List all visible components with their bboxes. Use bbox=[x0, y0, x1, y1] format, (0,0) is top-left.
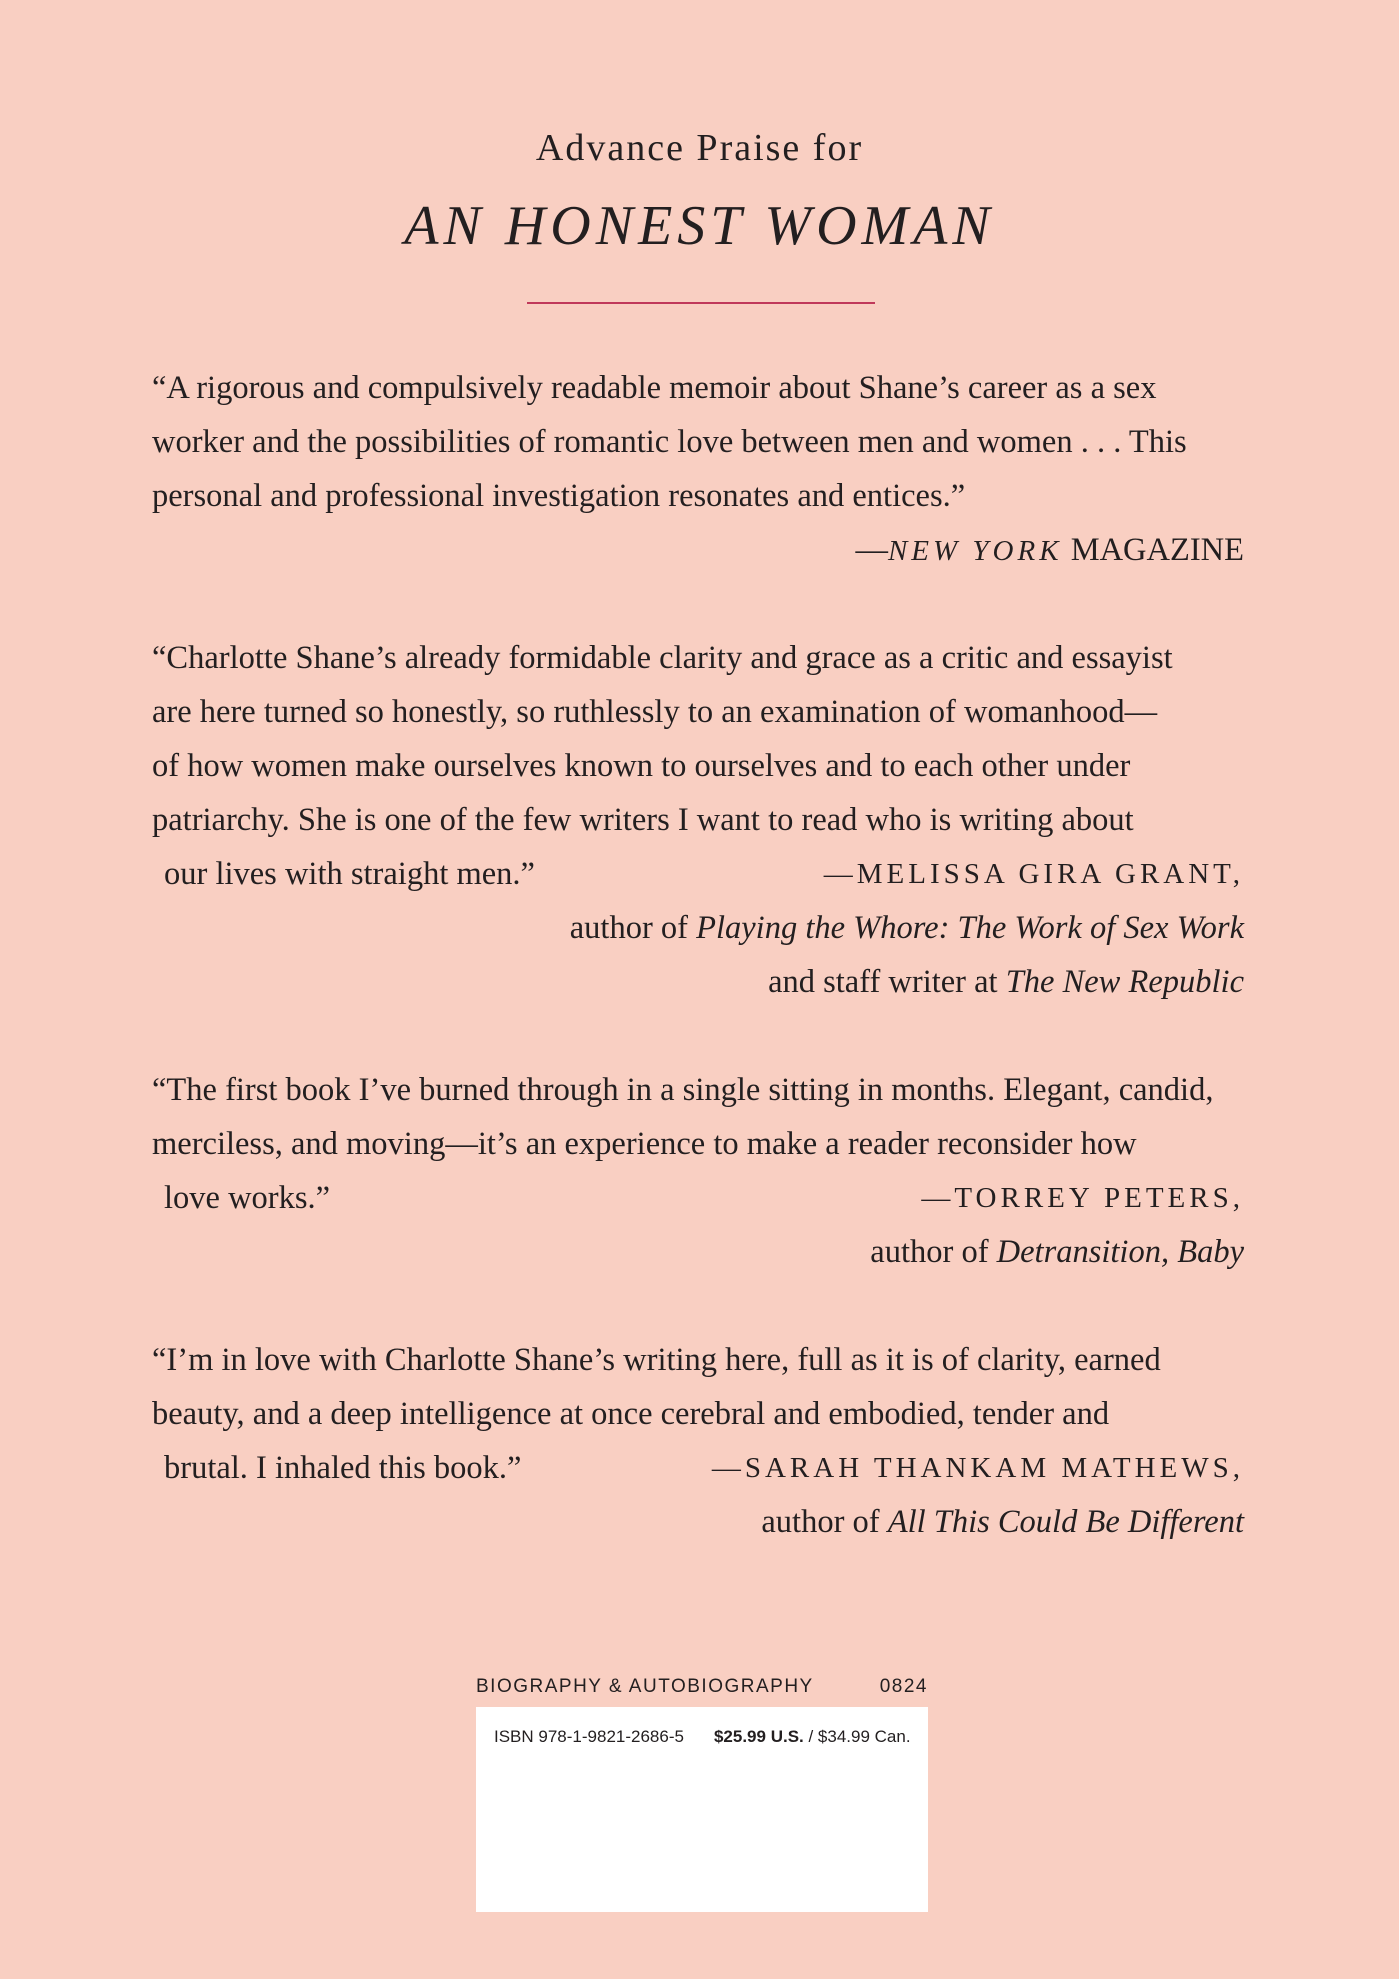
isbn-number: ISBN 978-1-9821-2686-5 bbox=[494, 1727, 684, 1746]
quote-line: “I’m in love with Charlotte Shane’s writing here, full as it is of clarity, earned bbox=[152, 1342, 1161, 1378]
credit-title: Detransition, Baby bbox=[996, 1234, 1244, 1270]
quote-last-row bbox=[152, 1441, 1244, 1495]
quote-line: “Charlotte Shane’s already formidable clarity and grace as a critic and essayist bbox=[152, 640, 1173, 676]
quote-line: our lives with straight men.” bbox=[164, 856, 535, 892]
header bbox=[0, 120, 1399, 264]
barcode-box bbox=[476, 1707, 928, 1912]
price-can: $34.99 Can. bbox=[817, 1727, 911, 1746]
quote-line: of how women make ourselves known to ourselves and to each other under bbox=[152, 748, 1131, 784]
blurb-source-name: —SARAH THANKAM MATHEWS, bbox=[711, 1452, 1244, 1484]
quote-line: “The first book I’ve burned through in a single sitting in months. Elegant, candid, bbox=[152, 1072, 1214, 1108]
source-dash: — bbox=[855, 532, 888, 568]
blurb-credit bbox=[152, 901, 1244, 955]
blurb-source-name: —MELISSA GIRA GRANT, bbox=[823, 858, 1244, 890]
blurb-sarah-thankam-mathews bbox=[152, 1333, 1244, 1549]
book-title: AN HONEST WOMAN bbox=[404, 195, 995, 257]
source-publication-suffix: MAGAZINE bbox=[1062, 532, 1244, 568]
credit-prefix: author of bbox=[569, 910, 697, 946]
blurb-credit bbox=[152, 955, 1244, 1009]
quote-line: patriarchy. She is one of the few writers I want to read who is writing about bbox=[152, 802, 1134, 838]
quote-last-row bbox=[152, 1171, 1244, 1225]
quote-line: are here turned so honestly, so ruthlessly to an examination of womanhood— bbox=[152, 694, 1158, 730]
quote-line: merciless, and moving—it’s an experience to make a reader reconsider how bbox=[152, 1126, 1137, 1162]
credit-title: The New Republic bbox=[1005, 964, 1244, 1000]
price-us: $25.99 U.S. bbox=[713, 1727, 804, 1746]
credit-prefix: and staff writer at bbox=[768, 964, 1006, 1000]
blurb-torrey-peters bbox=[152, 1063, 1244, 1279]
quote-line: “A rigorous and compulsively readable memoir about Shane’s career as a sex bbox=[152, 370, 1157, 406]
credit-title: Playing the Whore: The Work of Sex Work bbox=[696, 910, 1244, 946]
quote-line: personal and professional investigation resonates and entices.” bbox=[152, 478, 966, 514]
credit-prefix: author of bbox=[761, 1504, 888, 1540]
barcode-label bbox=[476, 1676, 928, 1698]
quote-line: beauty, and a deep intelligence at once cerebral and embodied, tender and bbox=[152, 1396, 1110, 1432]
praise-heading: Advance Praise for bbox=[535, 127, 864, 169]
blurb-source bbox=[152, 523, 1244, 578]
blurb-new-york-magazine bbox=[152, 361, 1244, 578]
book-category: BIOGRAPHY & AUTOBIOGRAPHY bbox=[476, 1676, 814, 1697]
quote-line: brutal. I inhaled this book.” bbox=[164, 1450, 522, 1486]
divider-rule bbox=[527, 302, 875, 304]
isbn-price-line bbox=[494, 1727, 918, 1747]
price-separator: / bbox=[803, 1727, 818, 1746]
blurb-credit bbox=[152, 1495, 1244, 1549]
source-publication: NEW YORK bbox=[887, 535, 1063, 567]
blurb-source-name: —TORREY PETERS, bbox=[921, 1182, 1244, 1214]
quote-last-row bbox=[152, 847, 1244, 901]
barcode-code: 0824 bbox=[879, 1676, 928, 1697]
quote-line: love works.” bbox=[164, 1180, 331, 1216]
quote-line: worker and the possibilities of romantic love between men and women . . . This bbox=[152, 424, 1187, 460]
blurb-melissa-gira-grant bbox=[152, 631, 1244, 1009]
credit-prefix: author of bbox=[870, 1234, 997, 1270]
credit-title: All This Could Be Different bbox=[887, 1504, 1244, 1540]
blurb-credit bbox=[152, 1225, 1244, 1279]
